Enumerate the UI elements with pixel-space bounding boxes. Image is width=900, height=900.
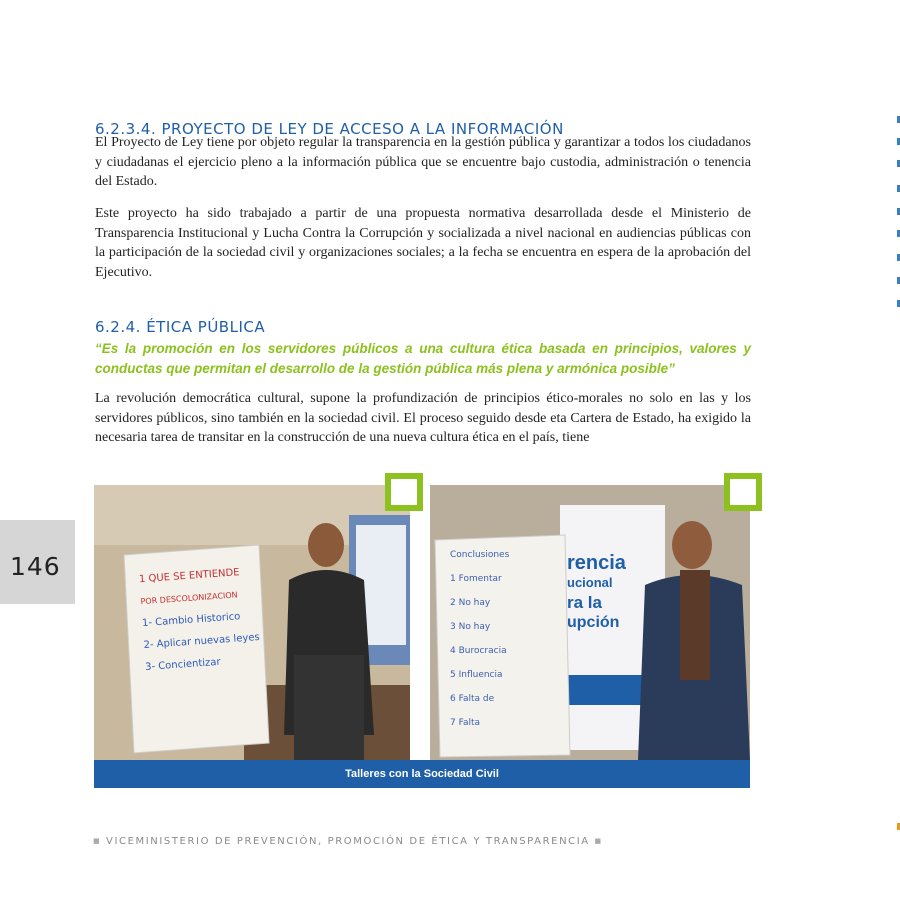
poster-line: 4 Burocracia (450, 646, 507, 656)
poster-line: 1 QUE SE ENTIENDE (138, 567, 240, 586)
poster-line: 5 Influencia (450, 670, 503, 680)
footer-text: VICEMINISTERIO DE PREVENCIÓN, PROMOCIÓN DE ÉTICA Y TRANSPARENCIA (106, 836, 590, 847)
page-number: 146 (10, 552, 61, 581)
paragraph-proyecto-objeto: El Proyecto de Ley tiene por objeto regular la transparencia en la gestión pública y garantizar a todos los ciudadanos y ciudadanas el ejercicio pleno a la información pública que se encuentre bajo custodia, administración o tenencia del Estado. (95, 135, 751, 189)
photo-taller-left (94, 485, 410, 760)
poster-line: 1- Cambio Historico (141, 611, 241, 630)
banner-line: ra la (567, 593, 602, 612)
green-square-decoration (385, 473, 423, 511)
poster-line: POR DESCOLONIZACION (140, 590, 238, 607)
poster-line: 6 Falta de (450, 694, 495, 704)
etica-quote: “Es la promoción en los servidores públicos a una cultura ética basada en principios, valores y conductas que permitan el desarrollo de la gestión pública más plena y armónica posible” (95, 341, 751, 376)
paragraph-proyecto-trabajado: Este proyecto ha sido trabajado a partir de una propuesta normativa desarrollada desde el Ministerio de Transparencia Institucional y Lucha Contra la Corrupción y socializada a nivel nacional en audiencias públicas con la participación de la sociedad civil y organizaciones sociales; a la fecha se encuentra en espera de la aprobación del Ejecutivo. (95, 206, 751, 280)
section-heading-etica-publica: 6.2.4. ÉTICA PÚBLICA (95, 318, 266, 337)
poster-line: Conclusiones (450, 550, 510, 560)
section-heading-acceso-informacion: 6.2.3.4. PROYECTO DE LEY DE ACCESO A LA INFORMACIÓN (95, 120, 564, 139)
poster-line: 3 No hay (450, 622, 491, 632)
photo-taller-right (430, 485, 750, 760)
poster-line: 1 Fomentar (450, 574, 502, 584)
banner-line: ucional (567, 575, 613, 590)
poster-line: 2 No hay (450, 598, 491, 608)
banner-line: upción (567, 614, 620, 631)
poster-line: 7 Falta (450, 718, 480, 728)
bullet-square-icon: ■ (594, 837, 603, 845)
paragraph-revolucion: La revolución democrática cultural, supone la profundización de principios ético-morales no solo en las y los servidores públicos, sino también en la sociedad civil. El proceso seguido desde eta Cartera de Estado, ha exigido la necesaria tarea de transitar en la construcción de una nueva cultura ética en el país, tiene (95, 391, 751, 445)
bullet-square-icon: ■ (93, 837, 102, 845)
poster-line: 2- Aplicar nuevas leyes (143, 631, 261, 652)
poster-line: 3- Concientizar (144, 656, 221, 673)
banner-line: rencia (567, 552, 626, 574)
photo-caption: Talleres con la Sociedad Civil (94, 760, 750, 788)
green-square-decoration (724, 473, 762, 511)
page-footer (93, 836, 603, 847)
